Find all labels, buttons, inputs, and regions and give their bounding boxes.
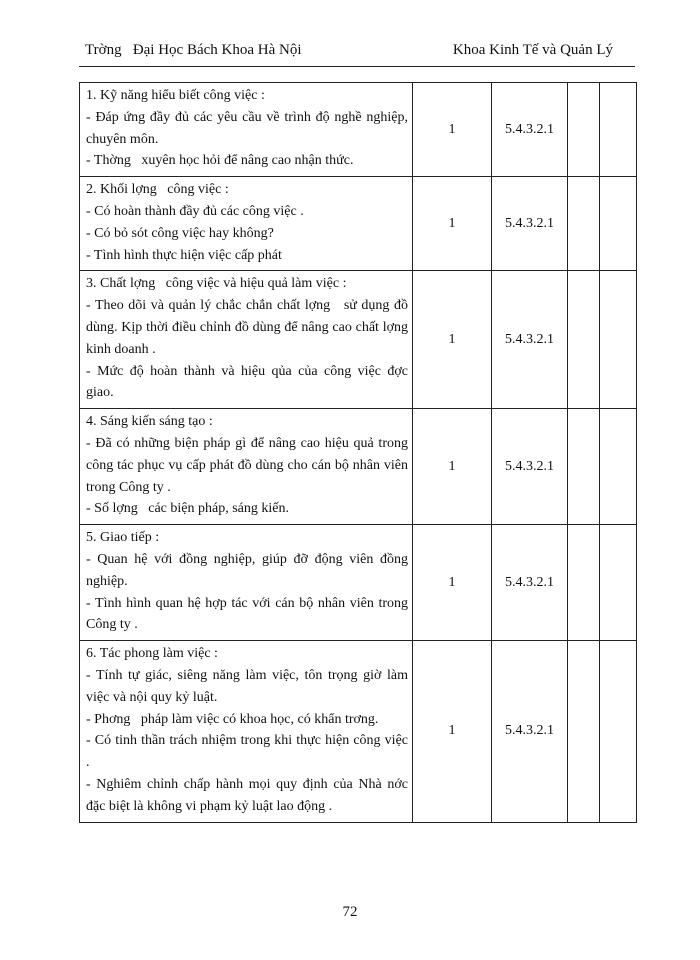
- criterion-detail: - Quan hệ với đồng nghiệp, giúp đỡ động viên đồng nghiệp.: [86, 551, 412, 589]
- score-cell-empty: [568, 83, 600, 177]
- table-row: [80, 83, 637, 177]
- note-cell-empty: [600, 409, 637, 525]
- score-cell-empty: [568, 641, 600, 822]
- score-cell-empty: [568, 525, 600, 641]
- criterion-detail: - Phơng pháp làm việc có khoa học, có khẩn trơng.: [86, 711, 379, 727]
- note-cell-empty: [600, 177, 637, 271]
- page-number: 72: [342, 904, 358, 920]
- criterion-title: 6. Tác phong làm việc :: [86, 646, 218, 662]
- page-header: [79, 40, 635, 67]
- criterion-detail: - Tính tự giác, siêng năng làm việc, tôn trọng giờ làm việc và nội quy kỷ luật.: [86, 667, 412, 705]
- criterion-cell: [80, 409, 413, 525]
- weight-cell: 1: [413, 177, 492, 271]
- table-row: [80, 525, 637, 641]
- scale-cell: 5.4.3.2.1: [492, 83, 568, 177]
- criterion-cell: [80, 83, 413, 177]
- header-university: Trờng Đại Học Bách Khoa Hà Nội: [85, 42, 302, 58]
- criterion-detail: - Tình hình thực hiện việc cấp phát: [86, 247, 282, 263]
- criterion-title: 2. Khối lợng công việc :: [86, 182, 229, 198]
- table-row: [80, 641, 637, 822]
- scale-cell: 5.4.3.2.1: [492, 409, 568, 525]
- weight-cell: 1: [413, 83, 492, 177]
- evaluation-table: [79, 82, 637, 823]
- criterion-cell: [80, 525, 413, 641]
- note-cell-empty: [600, 271, 637, 409]
- table-row: [80, 409, 637, 525]
- criterion-detail: - Mức độ hoàn thành và hiệu qủa của công việc đợc giao.: [86, 363, 419, 401]
- scale-cell: 5.4.3.2.1: [492, 525, 568, 641]
- note-cell-empty: [600, 83, 637, 177]
- score-cell-empty: [568, 177, 600, 271]
- evaluation-table-body: [80, 83, 637, 823]
- score-cell-empty: [568, 409, 600, 525]
- criterion-title: 1. Kỹ năng hiểu biết công việc :: [86, 88, 265, 103]
- criterion-cell: [80, 641, 419, 822]
- criterion-detail: - Số lợng các biện pháp, sáng kiến.: [86, 501, 289, 517]
- weight-cell: 1: [413, 271, 492, 409]
- header-faculty: Khoa Kinh Tế và Quản Lý: [452, 42, 613, 58]
- note-cell-empty: [600, 641, 637, 822]
- criterion-detail: - Đã có những biện pháp gì để nâng cao hiệu quả trong công tác phục vụ cấp phát đồ dùng cho cán bộ nhân viên trong Công ty .: [86, 435, 412, 495]
- scale-cell: 5.4.3.2.1: [492, 271, 568, 409]
- weight-cell: 1: [413, 525, 492, 641]
- note-cell-empty: [600, 525, 637, 641]
- criterion-title: 4. Sáng kiến sáng tạo :: [86, 414, 213, 430]
- criterion-detail: - Có hoàn thành đầy đủ các công việc .: [86, 203, 304, 219]
- criterion-cell: [80, 271, 419, 409]
- criterion-cell: [80, 177, 413, 271]
- scale-cell: 5.4.3.2.1: [492, 177, 568, 271]
- criterion-detail: - Theo dõi và quản lý chắc chắn chất lợng sử dụng đồ dùng. Kịp thời điều chỉnh đồ dùng để nâng cao chất lợng kinh doanh .: [86, 298, 419, 357]
- criterion-title: 5. Giao tiếp :: [86, 530, 160, 546]
- criterion-detail: - Thờng xuyên học hỏi để nâng cao nhận thức.: [86, 153, 354, 169]
- criterion-title: 3. Chất lợng công việc và hiệu quả làm việc :: [86, 276, 347, 292]
- criterion-detail: - Có tinh thần trách nhiệm trong khi thực hiện công việc .: [86, 733, 412, 771]
- weight-cell: 1: [413, 409, 492, 525]
- score-cell-empty: [568, 271, 600, 409]
- table-row: [80, 177, 637, 271]
- scale-cell: 5.4.3.2.1: [492, 641, 568, 822]
- criterion-detail: - Nghiêm chỉnh chấp hành mọi quy định của Nhà nớc đặc biệt là không vi phạm kỷ luật lao động .: [86, 776, 419, 814]
- criterion-detail: - Có bỏ sót công việc hay không?: [86, 225, 274, 241]
- weight-cell: 1: [413, 641, 492, 822]
- criterion-detail: - Đáp ứng đầy đủ các yêu cầu về trình độ nghề nghiệp, chuyên môn.: [86, 109, 412, 147]
- table-row: [80, 271, 637, 409]
- criterion-detail: - Tình hình quan hệ hợp tác với cán bộ nhân viên trong Công ty .: [86, 595, 412, 633]
